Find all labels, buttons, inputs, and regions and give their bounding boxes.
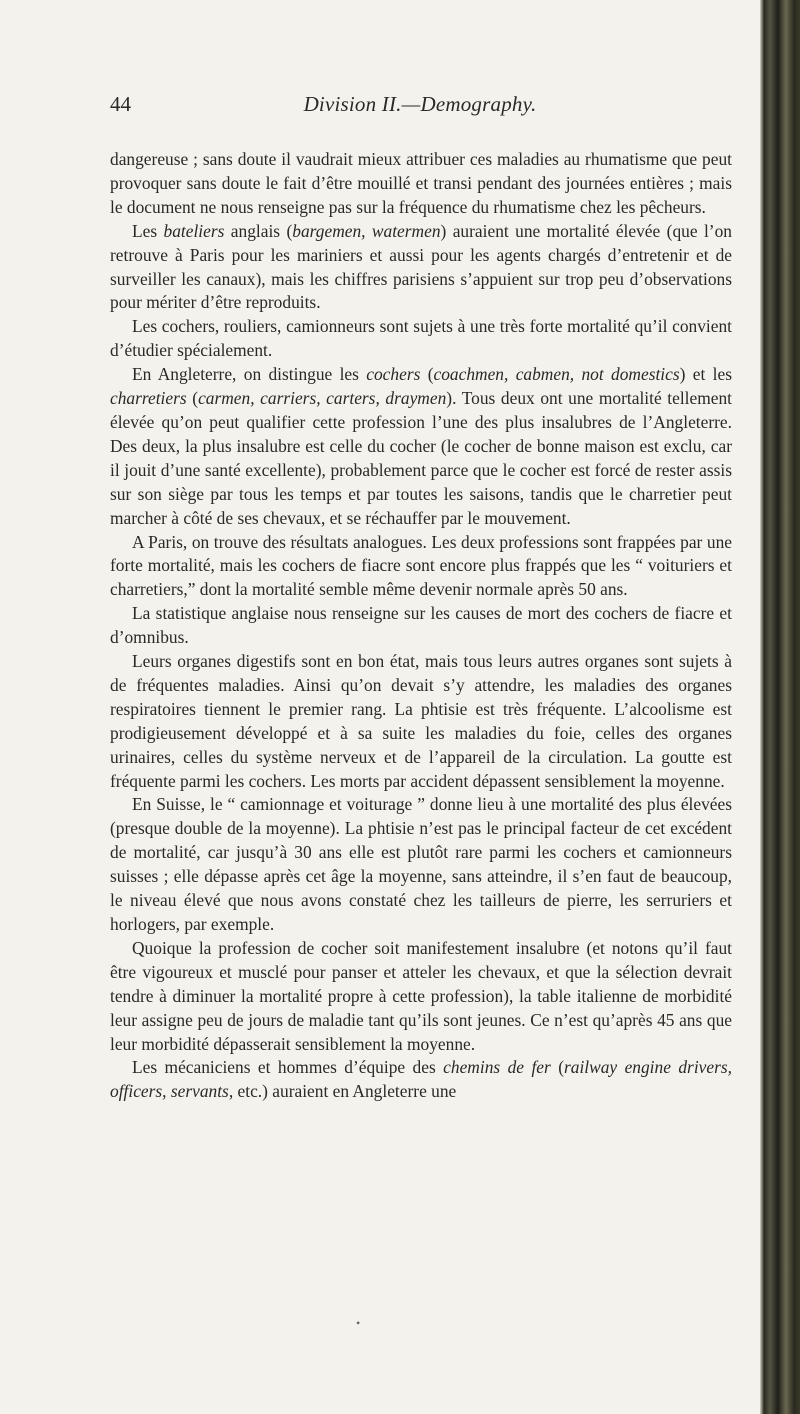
text-run: ( (550, 1057, 564, 1078)
text-run: Les (132, 220, 164, 241)
paragraph (110, 937, 732, 1057)
text-run: En Angleterre, on distingue les (132, 364, 367, 385)
text-run: La statistique anglaise nous renseigne sur les causes de mort des cochers de fiacre et d’omnibus. (110, 603, 732, 648)
paragraph (110, 602, 732, 650)
italic-text: charretiers (110, 388, 187, 409)
text-run: A Paris, on trouve des résultats analogues. Les deux professions sont frappées par une forte mortalité, mais les cochers de fiacre sont encore plus frappés que les “ voituriers et charretiers,” dont la mortalité semble même devenir normale après 50 ans. (110, 531, 732, 600)
ink-dot: • (356, 1316, 361, 1330)
paragraph (110, 363, 732, 530)
paragraph (110, 315, 732, 363)
text-run: ) et les (679, 364, 732, 385)
italic-text: carmen, carriers, carters, draymen (198, 388, 447, 409)
text-run: Leurs organes digestifs sont en bon état, mais tous leurs autres organes sont sujets à de fréquentes maladies. Ainsi qu’on devait s’y attendre, les maladies des organes respiratoires tiennent le premier rang. La phtisie est très fréquente. L’alcoolisme est prodigieusement développé et à sa suite les maladies du foie, celles des organes urinaires, celles du système nerveux et de l’appareil de la circulation. La goutte est fréquente parmi les cochers. Les morts par accident dépassent sensiblement la moyenne. (110, 651, 732, 791)
text-run: Les cochers, rouliers, camionneurs sont sujets à une très forte mortalité qu’il convient d’étudier spécialement. (110, 316, 732, 361)
body-text (110, 148, 732, 1104)
text-run: dangereuse ; sans doute il vaudrait mieux attribuer ces maladies au rhumatisme que peut provoquer sans doute le fait d’être mouillé et transi pendant des journées entières ; mais le document ne nous renseigne pas sur la fréquence du rhumatisme chez les pêcheurs. (110, 149, 732, 217)
paragraph (110, 793, 732, 936)
italic-text: bargemen, watermen (292, 220, 441, 241)
text-run: anglais ( (224, 220, 293, 241)
text-run: , etc.) auraient en Angleterre une (228, 1081, 457, 1102)
running-title: Division II.—Demography. (303, 92, 537, 116)
paragraph (110, 220, 732, 316)
page-header (110, 92, 730, 120)
paragraph (110, 148, 732, 220)
book-edge (760, 0, 800, 1414)
text-run: Quoique la profession de cocher soit manifestement insalubre (et notons qu’il faut être vigoureux et musclé pour panser et atteler les chevaux, et que la sélection devrait tendre à diminuer la mortalité propre à cette profession), la table italienne de morbidité leur assigne peu de jours de maladie tant qu’ils sont jeunes. Ce n’est qu’après 45 ans que leur morbidité dépasserait sensiblement la moyenne. (110, 937, 732, 1054)
italic-text: railway engine drivers, officers, servants (110, 1057, 732, 1102)
paragraph (110, 531, 732, 603)
text-run: ( (420, 364, 434, 385)
text-run: Les mécaniciens et hommes d’équipe des (132, 1057, 444, 1078)
italic-text: chemins de fer (443, 1057, 551, 1078)
text-run: En Suisse, le “ camionnage et voiturage ” donne lieu à une mortalité des plus élevées (presque double de la moyenne). La phtisie n’est pas le principal facteur de cet excédent de mortalité, car jusqu’à 30 ans elle est plutôt rare parmi les cochers et camionneurs suisses ; elle dépasse après cet âge la moyenne, sans atteindre, il s’en faut de beaucoup, le niveau élevé que nous avons constaté chez les tailleurs de pierre, les serruriers et horlogers, par exemple. (110, 794, 732, 934)
text-run: ). Tous deux ont une mortalité tellement élevée qu’on peut qualifier cette profession l’une des plus insalubres de l’Angleterre. Des deux, la plus insalubre est celle du cocher (le cocher de bonne maison est exclu, car il jouit d’une santé excellente), probablement parce que le cocher est forcé de rester assis sur son siège par tous les temps et par toutes les saisons, tandis que le charretier peut marcher à côté de ses chevaux, et se réchauffer par le mouvement. (110, 388, 732, 528)
italic-text: cochers (366, 364, 421, 385)
italic-text: coachmen, cabmen, not domestics (433, 364, 680, 385)
text-run: ) auraient une mortalité élevée (que l’on retrouve à Paris pour les mariniers et aussi pour les agents chargés d’entretenir et de surveiller les canaux), mais les chiffres parisiens s’appuient sur trop peu d’observations pour mériter d’être reproduits. (110, 220, 732, 313)
page-number: 44 (110, 92, 131, 116)
text-run: ( (186, 388, 199, 409)
italic-text: bateliers (163, 220, 225, 241)
paragraph (110, 650, 732, 793)
paragraph (110, 1056, 732, 1104)
